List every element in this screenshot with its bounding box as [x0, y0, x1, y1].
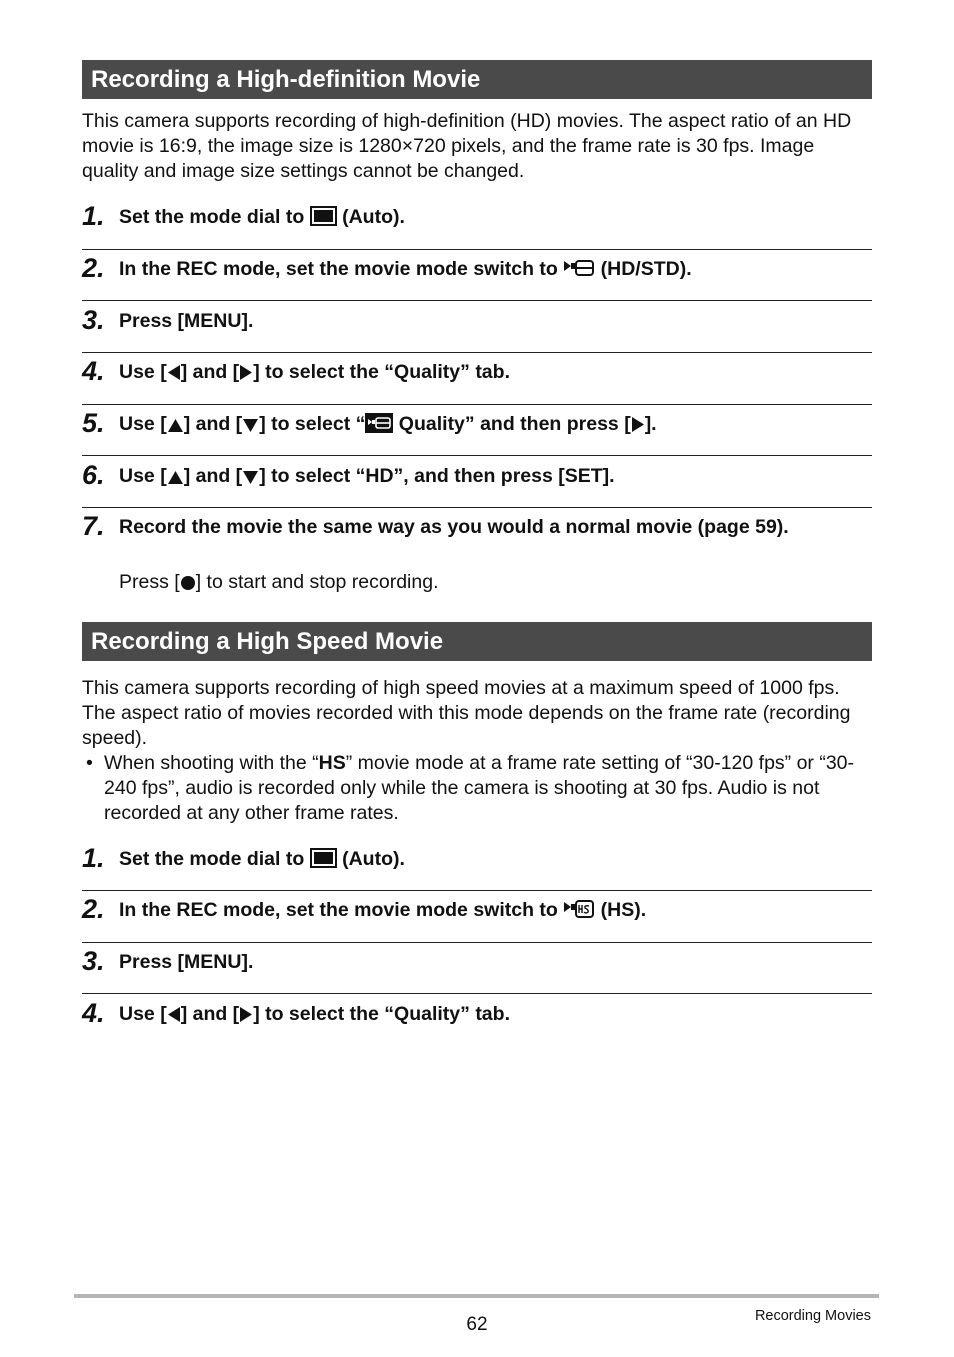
up-arrow-icon: [167, 470, 184, 485]
step-number: 4.: [82, 998, 105, 1028]
auto-mode-icon: [310, 206, 337, 226]
bullet-mark: •: [86, 752, 93, 774]
footer-rule: [74, 1294, 879, 1298]
step-number: 3.: [82, 946, 105, 976]
step-divider: [82, 352, 872, 353]
step-divider: [82, 942, 872, 943]
right-arrow-icon: [239, 1006, 253, 1023]
page-number: 62: [466, 1314, 488, 1335]
step-divider: [82, 890, 872, 891]
hs-intro-paragraph: This camera supports recording of high speed movies at a maximum speed of 1000 fps. The aspect ratio of movies recorded with this mode depends on the frame rate (recording speed).: [82, 677, 851, 749]
down-arrow-icon: [242, 418, 259, 433]
step-number: 6.: [82, 460, 105, 490]
step-7-note: Press [ ] to start and stop recording.: [119, 571, 439, 593]
step-divider: [82, 507, 872, 508]
up-arrow-icon: [167, 418, 184, 433]
left-arrow-icon: [167, 364, 181, 381]
step-number: 4.: [82, 356, 105, 386]
step-number: 1.: [82, 201, 105, 231]
hs-audio-note: When shooting with the “HS” movie mode at a frame rate setting of “30-120 fps” or “30-240 fps”, audio is recorded only while the camera is shooting at 30 fps. Audio is not recorded at any other frame rates.: [104, 752, 855, 824]
hd-std-movie-icon: [563, 258, 595, 278]
hd-intro-paragraph: This camera supports recording of high-definition (HD) movies. The aspect ratio of an HD movie is 16:9, the image size is 1280×720 pixels, and the frame rate is 30 fps. Image quality and image size settings cannot be changed.: [82, 110, 852, 182]
step-divider: [82, 404, 872, 405]
step-number: 7.: [82, 511, 105, 541]
step-number: 2.: [82, 253, 105, 283]
step-number: 1.: [82, 843, 105, 873]
step-number: 5.: [82, 408, 105, 438]
right-arrow-icon: [631, 416, 645, 433]
hs-movie-icon: [563, 899, 595, 919]
section-heading-high-speed-movie: Recording a High Speed Movie: [82, 622, 872, 661]
record-dot-icon: [180, 575, 196, 591]
down-arrow-icon: [242, 470, 259, 485]
step-divider: [82, 993, 872, 994]
footer-chapter-title: Recording Movies: [754, 1308, 871, 1324]
left-arrow-icon: [167, 1006, 181, 1023]
step-divider: [82, 455, 872, 456]
right-arrow-icon: [239, 364, 253, 381]
auto-mode-icon: [310, 848, 337, 868]
step-divider: [82, 300, 872, 301]
step-number: 2.: [82, 894, 105, 924]
hd-quality-icon: [365, 413, 393, 433]
section-heading-hd-movie: Recording a High-definition Movie: [82, 60, 872, 99]
step-divider: [82, 249, 872, 250]
step-number: 3.: [82, 305, 105, 335]
